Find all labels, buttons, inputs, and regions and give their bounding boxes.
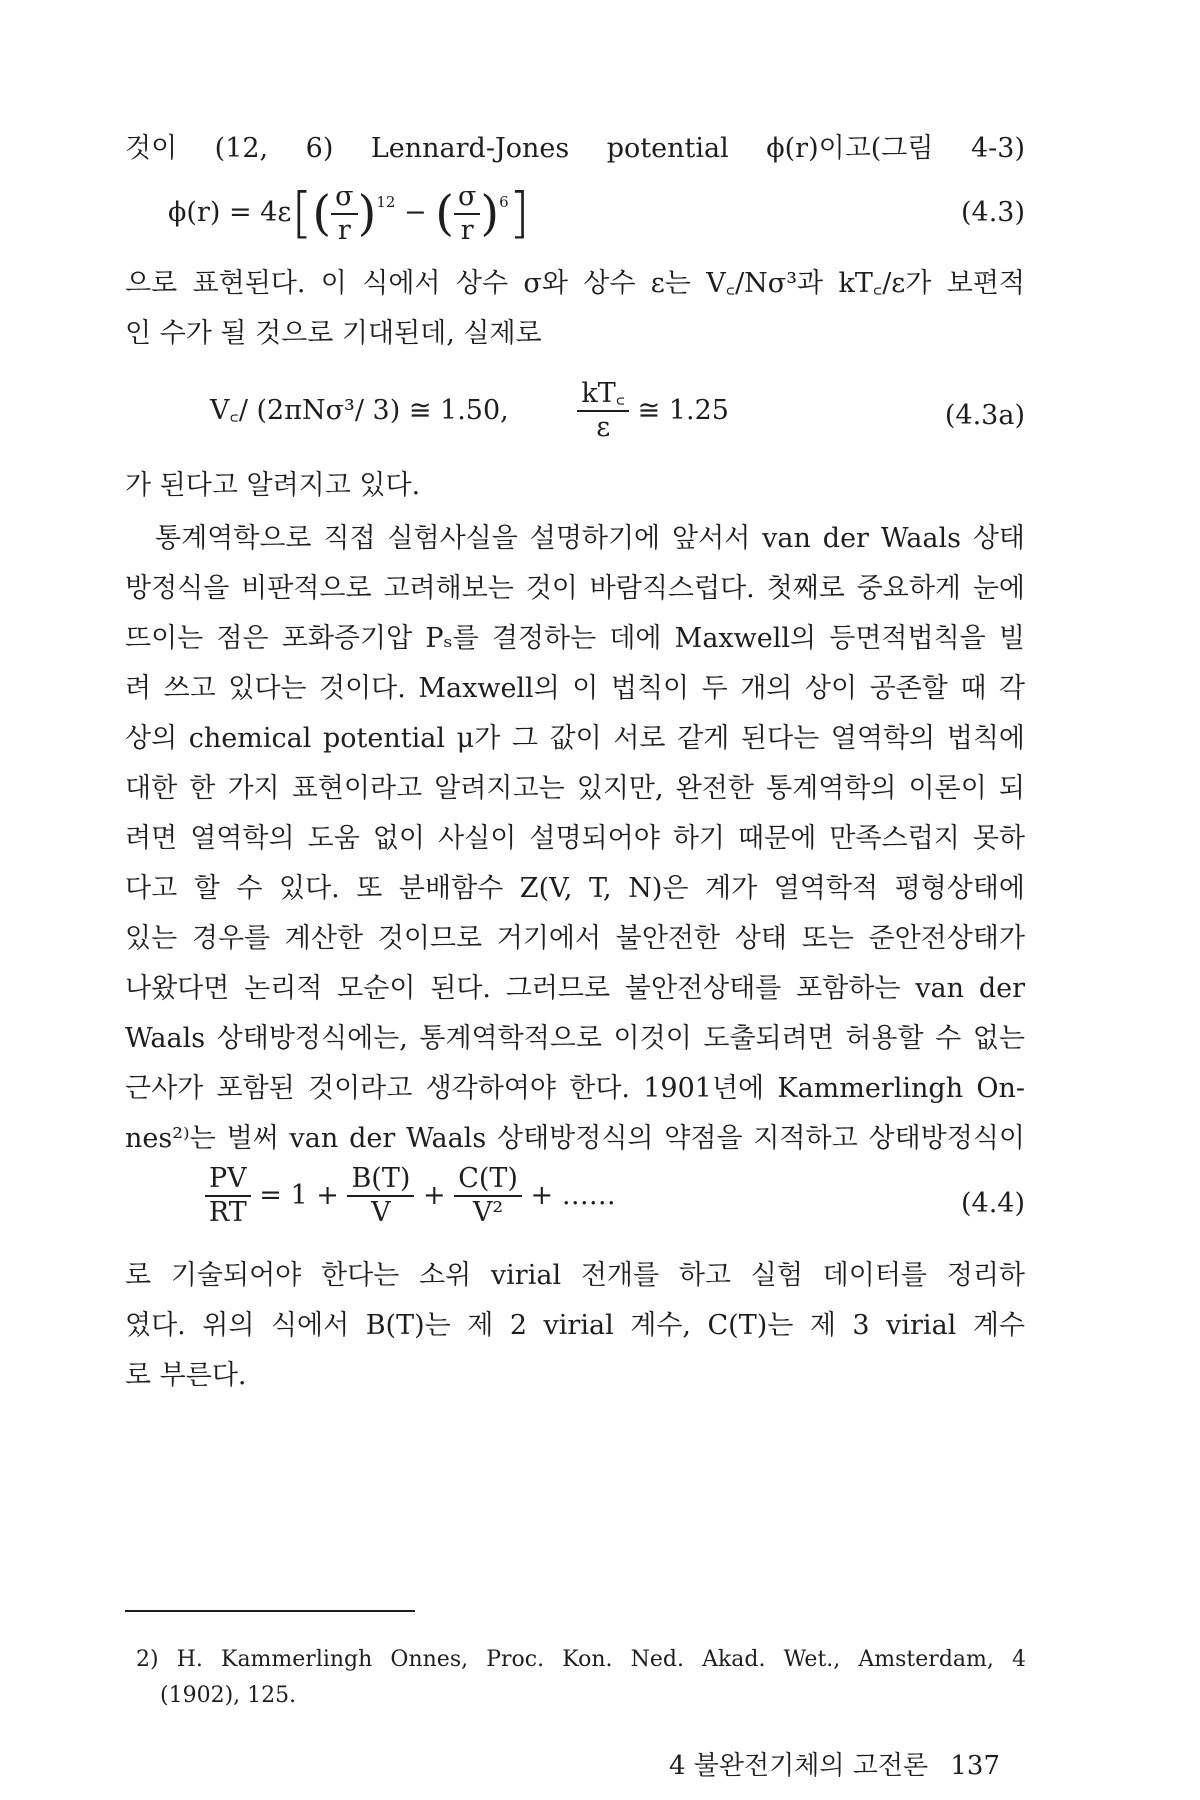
eq-4-4-ct: C(T) (454, 1163, 522, 1197)
paragraph-first-line: 통계역학으로 직접 실험사실을 설명하기에 앞서서 van der Waals 상태 (155, 523, 1025, 554)
bracket-close: ] (508, 181, 530, 245)
eq-4-4-plus: + (422, 1180, 446, 1211)
equation-4-3: ϕ(r) = 4ε[( $\frac{\sigma}{r}$ )$^{12}$ − ( $\frac{\sigma}{r}$ )$^6$] (168, 180, 530, 246)
text-line: 로 기술되어야 한다는 소위 virial 전개를 하고 실험 데이터를 정리하 (125, 1260, 1025, 1291)
eq-4-3-r-2: r (460, 214, 474, 246)
equation-number-4-3a: (4.3a) (944, 400, 1025, 431)
equation-4-4 (205, 1163, 616, 1239)
text-line: 대한 한 가지 표현이라고 알려지고는 있지만, 완전한 통계역학의 이론이 되 (125, 773, 1025, 804)
eq-4-4-bt: B(T) (347, 1163, 414, 1197)
equation-4-3a (210, 378, 729, 448)
footnote-line: 2) H. Kammerlingh Onnes, Proc. Kon. Ned. Akad. Wet., Amsterdam, 4 (136, 1647, 1026, 1672)
text-line: Waals 상태방정식에는, 통계역학적으로 이것이 도출되려면 허용할 수 없는 (125, 1023, 1025, 1054)
text-line: 근사가 포함된 것이라고 생각하여야 한다. 1901년에 Kammerlingh On- (125, 1073, 1025, 1104)
eq-4-4-one: = 1 + (259, 1180, 339, 1211)
text-line: 뜨이는 점은 포화증기압 Pₛ를 결정하는 데에 Maxwell의 등면적법칙을 빌 (125, 623, 1025, 654)
text-line: nes²⁾는 벌써 van der Waals 상태방정식의 약점을 지적하고 상태방정식이 (125, 1123, 1025, 1154)
chapter-title: 4 불완전기체의 고전론 (668, 1751, 929, 1781)
text-line: 상의 chemical potential μ가 그 값이 서로 같게 된다는 열역학의 법칙에 (125, 723, 1025, 754)
eq-4-4-pv: PV (205, 1163, 251, 1197)
text-line: 다고 할 수 있다. 또 분배함수 Z(V, T, N)은 계가 열역학적 평형상태에 (125, 873, 1025, 904)
text-line: 으로 표현된다. 이 식에서 상수 σ와 상수 ε는 V꜀/Nσ³과 kT꜀/ε가 보편적 (125, 268, 1025, 299)
eq-4-3a-vc-part: V꜀/ (2πNσ³/ 3) ≅ 1.50, (210, 395, 509, 426)
eq-4-3a-numerator: kT꜀ (577, 378, 629, 412)
text-line: 려면 열역학의 도움 없이 사실이 설명되어야 하기 때문에 만족스럽지 못하 (125, 823, 1025, 854)
text-line: 려 쓰고 있다는 것이다. Maxwell의 이 법칙이 두 개의 상이 공존할 때 각 (125, 673, 1025, 704)
eq-4-3-r-1: r (337, 214, 351, 246)
text-line: 로 부른다. (125, 1360, 247, 1391)
text-line: 나왔다면 논리적 모순이 된다. 그러므로 불안전상태를 포함하는 van der (125, 973, 1025, 1004)
bracket-open: [ (291, 181, 313, 245)
eq-4-3-exp-6: 6 (499, 193, 509, 211)
eq-4-3-lhs: ϕ(r) = 4ε (168, 197, 292, 228)
text-line: 있는 경우를 계산한 것이므로 거기에서 불안전한 상태 또는 준안전상태가 (125, 923, 1025, 954)
eq-4-4-v2: V² (472, 1197, 504, 1228)
page-footer (669, 1750, 1000, 1782)
footnote-rule (125, 1610, 415, 1612)
text-line: 인 수가 될 것으로 기대된데, 실제로 (125, 318, 542, 349)
footnote-line: (1902), 125. (160, 1683, 297, 1708)
eq-4-3a-value: ≅ 1.25 (637, 395, 729, 426)
equation-number-4-4: (4.4) (960, 1188, 1025, 1219)
eq-4-4-v: V (371, 1197, 391, 1228)
eq-4-3-minus: − (404, 197, 427, 228)
page-number: 137 (950, 1751, 1000, 1781)
text-line: 였다. 위의 식에서 B(T)는 제 2 virial 계수, C(T)는 제 3 virial 계수 (125, 1310, 1025, 1341)
eq-4-3-exp-12: 12 (376, 193, 396, 211)
eq-4-4-rt: RT (208, 1197, 247, 1228)
text-line: 가 된다고 알려지고 있다. (125, 470, 421, 501)
eq-4-3-sigma-1: σ (331, 181, 357, 215)
equation-number-4-3: (4.3) (960, 197, 1025, 228)
text-line: 것이 (12, 6) Lennard-Jones potential ϕ(r)이고(그림 4-3) (125, 133, 1025, 164)
text-line: 방정식을 비판적으로 고려해보는 것이 바람직스럽다. 첫째로 중요하게 눈에 (125, 573, 1025, 604)
eq-4-3-sigma-2: σ (454, 181, 480, 215)
eq-4-4-tail: + …… (530, 1180, 616, 1211)
eq-4-3a-denominator: ε (596, 412, 611, 443)
